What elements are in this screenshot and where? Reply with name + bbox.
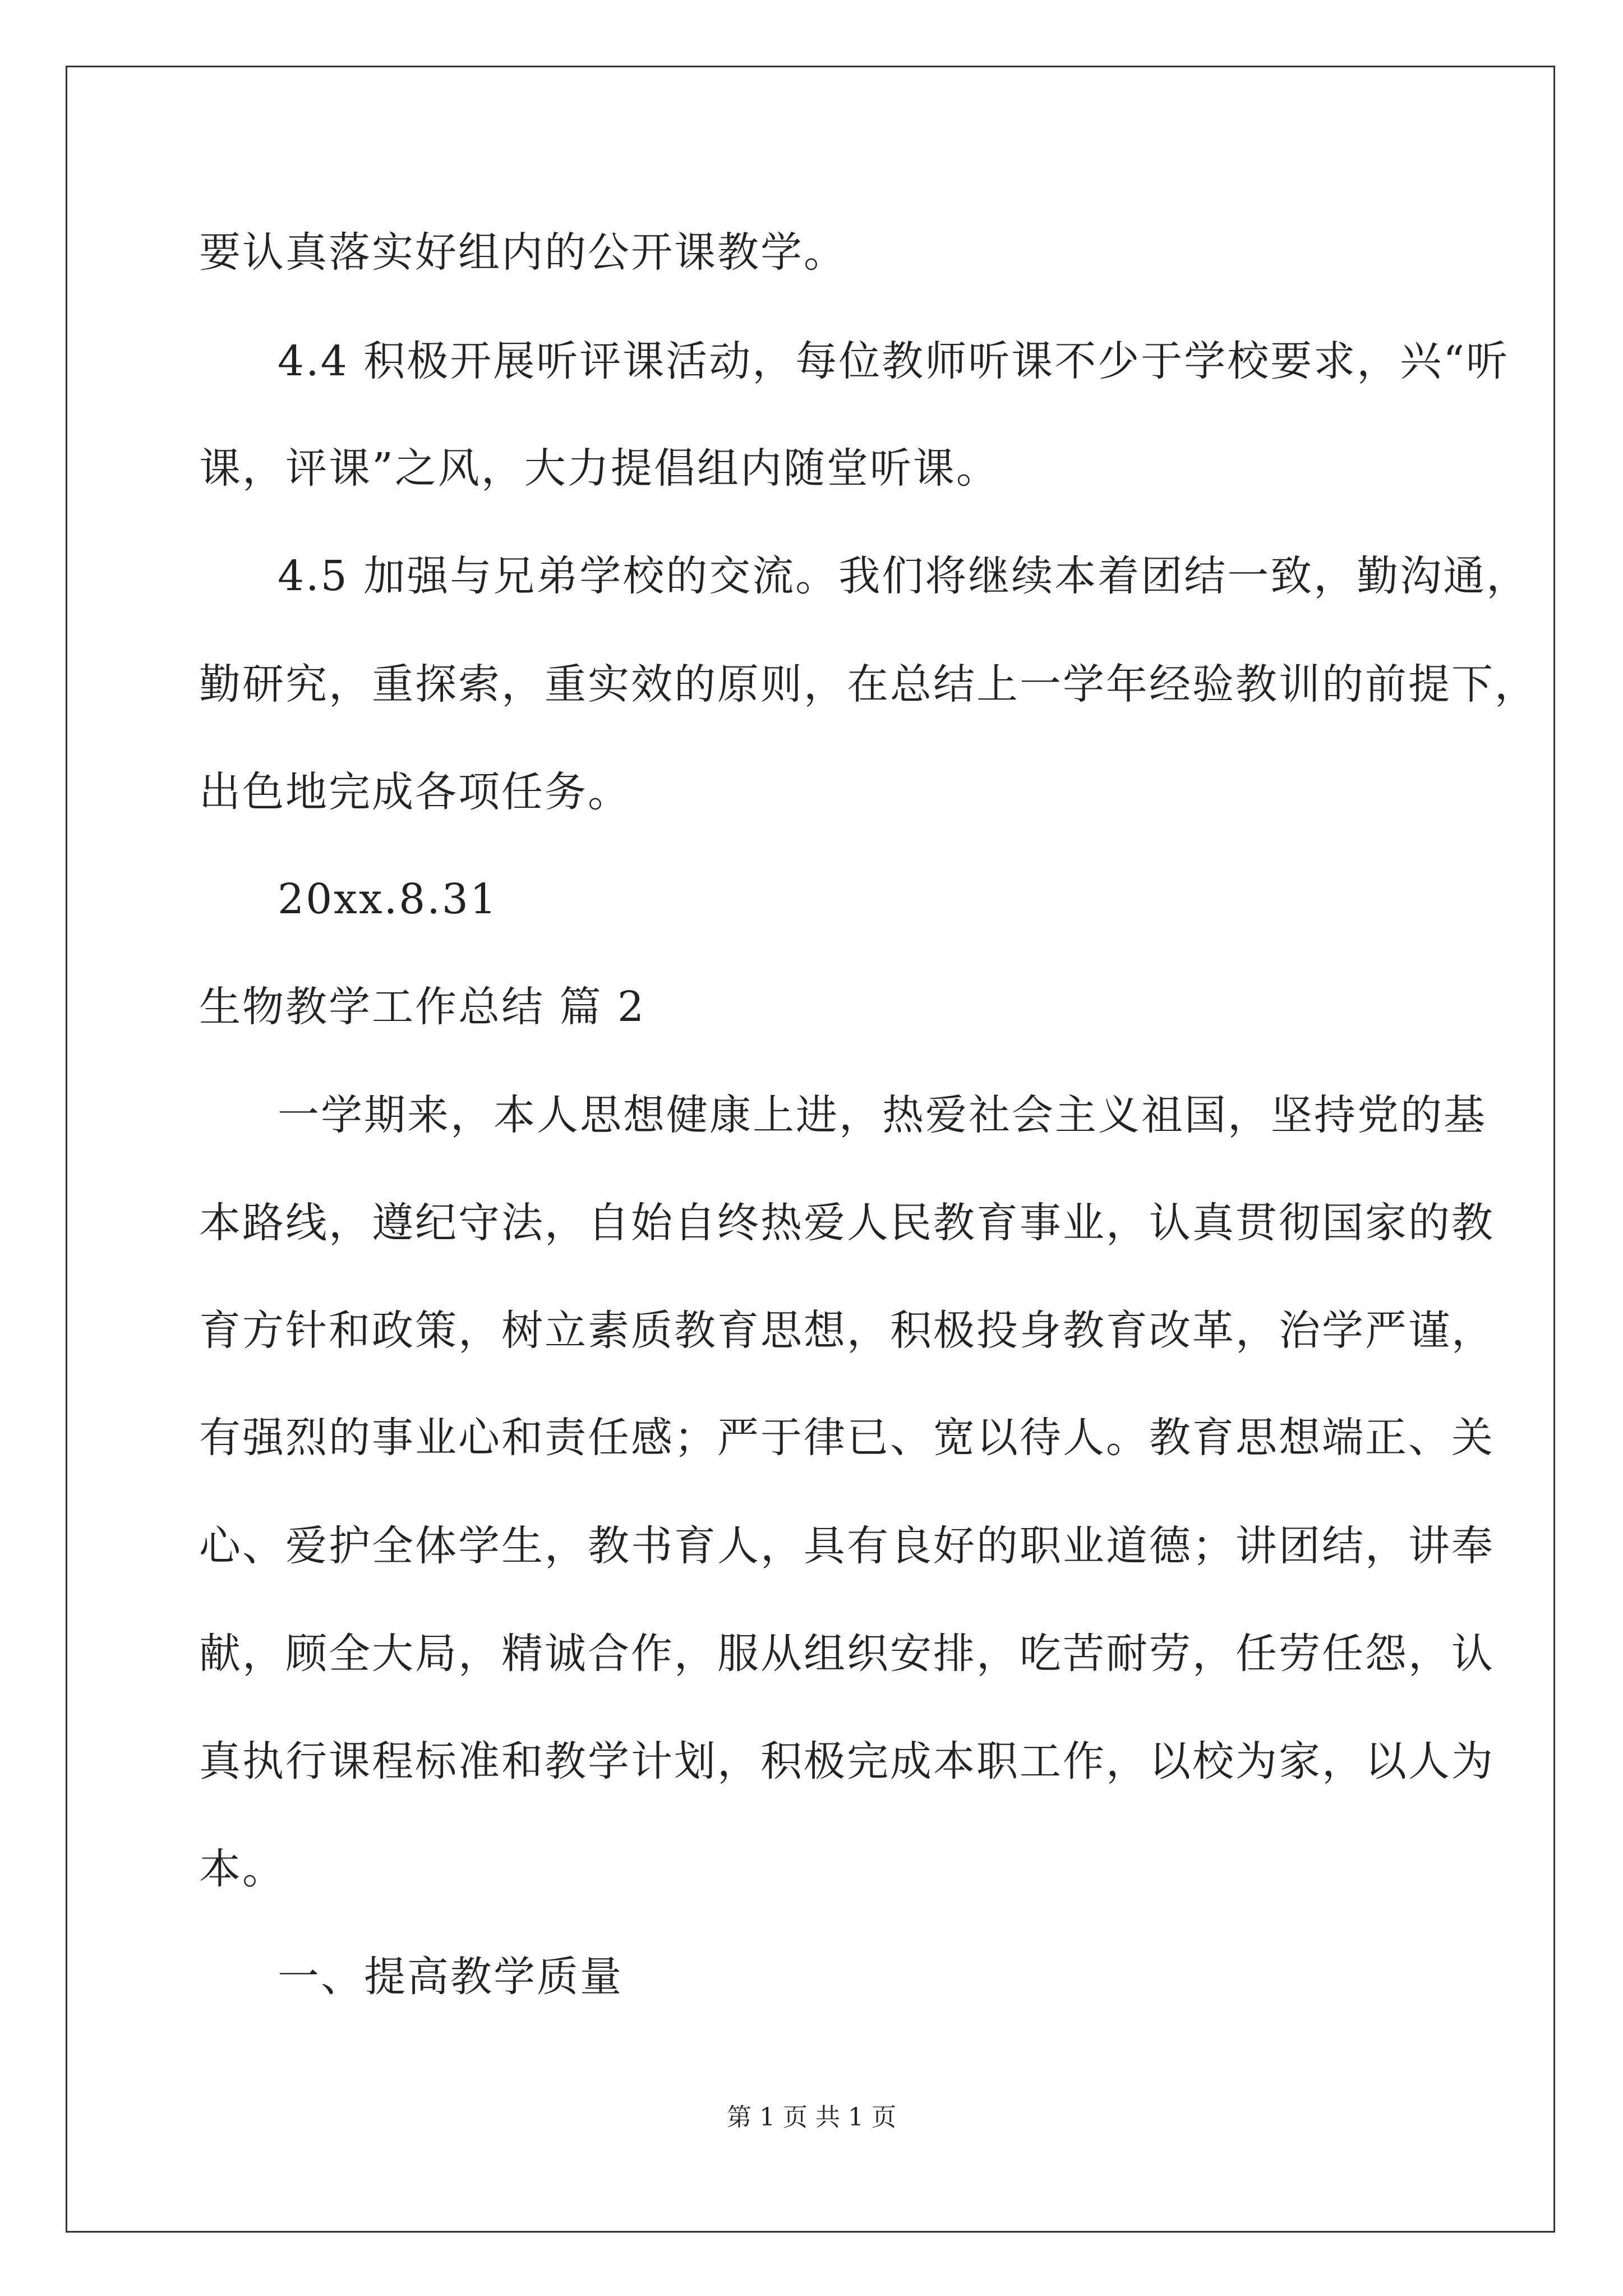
text-line: 本路线，遵纪守法，自始自终热爱人民教育事业，认真贯彻国家的教: [199, 1199, 1495, 1247]
text-line: 勤研究，重探索，重实效的原则，在总结上一学年经验教训的前提下，: [199, 660, 1538, 708]
page-frame: [66, 66, 1555, 2233]
text-line: 献，顾全大局，精诚合作，服从组织安排，吃苦耐劳，任劳任怨，认: [199, 1630, 1495, 1678]
subheading: 一、提高教学质量: [278, 1953, 623, 2001]
text-line: 4.4 积极开展听评课活动，每位教师听课不少于学校要求，兴“听: [278, 337, 1510, 385]
text-line: 育方针和政策，树立素质教育思想，积极投身教育改革，治学严谨，: [199, 1306, 1495, 1355]
date-line: 20xx.8.31: [278, 875, 498, 923]
text-line: 本。: [199, 1845, 285, 1893]
text-line: 出色地完成各项任务。: [199, 768, 631, 816]
section-heading: 生物教学工作总结 篇 2: [199, 983, 646, 1031]
text-line: 4.5 加强与兄弟学校的交流。我们将继续本着团结一致，勤沟通，: [278, 552, 1530, 600]
text-line: 心、爱护全体学生，教书育人，具有良好的职业道德；讲团结，讲奉: [199, 1522, 1495, 1570]
page-number: 第 1 页 共 1 页: [727, 2103, 896, 2132]
text-line: 有强烈的事业心和责任感；严于律已、宽以待人。教育思想端正、关: [199, 1414, 1495, 1462]
text-line: 真执行课程标准和教学计划，积极完成本职工作，以校为家，以人为: [199, 1737, 1495, 1786]
text-line: 一学期来，本人思想健康上进，热爱社会主义祖国，坚持党的基: [278, 1091, 1487, 1139]
text-line: 课，评课”之风，大力提倡组内随堂听课。: [199, 444, 999, 493]
text-line: 要认真落实好组内的公开课教学。: [199, 228, 847, 277]
